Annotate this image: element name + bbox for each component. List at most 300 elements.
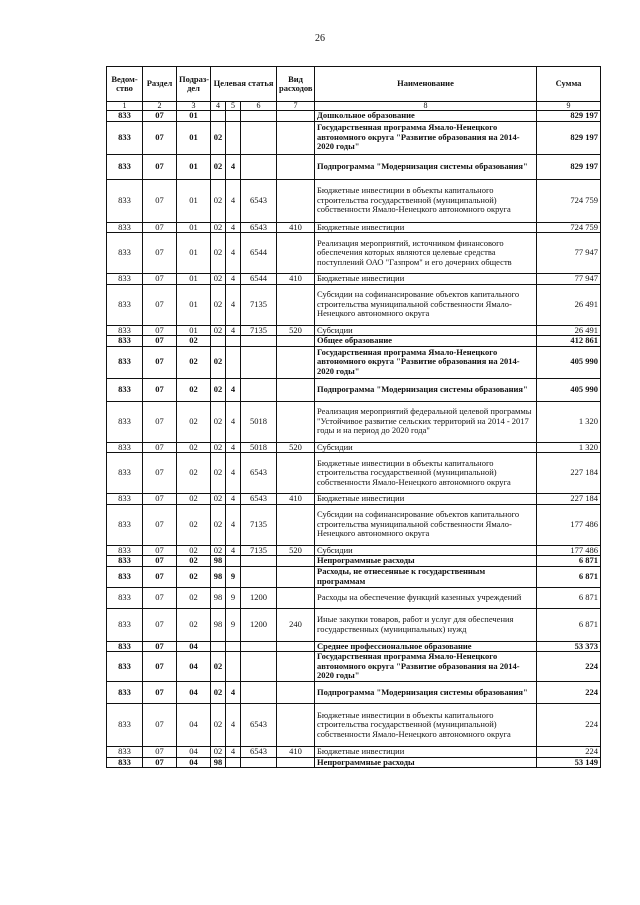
row-subsection: 02 <box>177 346 211 378</box>
row-subsection: 04 <box>177 652 211 682</box>
row-target-code: 6543 <box>241 453 277 494</box>
row-name: Субсидии <box>315 442 537 453</box>
row-expense-type <box>277 284 315 325</box>
row-section: 07 <box>143 346 177 378</box>
row-name: Государственная программа Ямало-Ненецкого автономного округа "Развитие образования на 2014-2020 годы" <box>315 346 537 378</box>
column-number: 4 <box>211 102 226 111</box>
row-section: 07 <box>143 504 177 545</box>
row-target-code <box>241 652 277 682</box>
row-target-subprogram: 4 <box>226 747 241 758</box>
row-name: Среднее профессиональное образование <box>315 641 537 652</box>
header-row <box>107 67 601 102</box>
row-expense-type <box>277 179 315 222</box>
row-target-program: 02 <box>211 747 226 758</box>
row-section: 07 <box>143 652 177 682</box>
row-subsection: 02 <box>177 587 211 608</box>
row-dept: 833 <box>107 608 143 641</box>
row-target-program: 98 <box>211 556 226 567</box>
row-target-program: 02 <box>211 494 226 505</box>
row-name: Субсидии на софинансирование объектов капитального строительства муниципальной собственности Ямало-Ненецкого автономного округа <box>315 284 537 325</box>
row-target-program <box>211 641 226 652</box>
row-amount: 177 486 <box>537 545 601 556</box>
row-amount: 405 990 <box>537 346 601 378</box>
row-dept: 833 <box>107 346 143 378</box>
row-name: Бюджетные инвестиции <box>315 747 537 758</box>
row-subsection: 04 <box>177 641 211 652</box>
row-section: 07 <box>143 757 177 768</box>
row-section: 07 <box>143 453 177 494</box>
row-target-program: 02 <box>211 504 226 545</box>
header-amount: Сумма <box>537 67 601 102</box>
row-expense-type <box>277 704 315 747</box>
row-subsection: 01 <box>177 274 211 285</box>
table-row <box>107 222 601 233</box>
row-target-code <box>241 111 277 122</box>
row-target-program: 02 <box>211 121 226 154</box>
column-number: 3 <box>177 102 211 111</box>
row-subsection: 02 <box>177 566 211 587</box>
row-expense-type <box>277 401 315 442</box>
row-name: Иные закупки товаров, работ и услуг для обеспечения государственных (муниципальных) нужд <box>315 608 537 641</box>
row-section: 07 <box>143 111 177 122</box>
row-target-subprogram: 9 <box>226 587 241 608</box>
row-target-program: 02 <box>211 325 226 336</box>
header-target-article: Целевая статья <box>211 67 277 102</box>
row-target-subprogram <box>226 346 241 378</box>
table-row <box>107 704 601 747</box>
row-target-subprogram: 4 <box>226 682 241 704</box>
row-section: 07 <box>143 401 177 442</box>
column-number: 2 <box>143 102 177 111</box>
row-target-program: 02 <box>211 652 226 682</box>
row-target-code <box>241 121 277 154</box>
row-name: Бюджетные инвестиции в объекты капитального строительства государственной (муниципальной) собственности Ямало-Ненецкого автономного округа <box>315 453 537 494</box>
row-amount: 77 947 <box>537 274 601 285</box>
row-target-subprogram <box>226 111 241 122</box>
row-dept: 833 <box>107 222 143 233</box>
column-number: 8 <box>315 102 537 111</box>
row-target-subprogram: 9 <box>226 566 241 587</box>
row-target-program: 02 <box>211 401 226 442</box>
row-amount: 829 197 <box>537 154 601 179</box>
row-target-code: 6543 <box>241 179 277 222</box>
row-dept: 833 <box>107 641 143 652</box>
row-target-code: 6543 <box>241 494 277 505</box>
table-row <box>107 641 601 652</box>
row-subsection: 02 <box>177 401 211 442</box>
row-target-program: 98 <box>211 587 226 608</box>
row-amount: 26 491 <box>537 284 601 325</box>
row-expense-type <box>277 336 315 347</box>
row-expense-type <box>277 566 315 587</box>
row-target-subprogram: 4 <box>226 378 241 401</box>
row-expense-type: 520 <box>277 325 315 336</box>
row-subsection: 02 <box>177 453 211 494</box>
row-target-program: 98 <box>211 757 226 768</box>
row-target-code: 7135 <box>241 504 277 545</box>
row-name: Государственная программа Ямало-Ненецкого автономного округа "Развитие образования на 2014-2020 годы" <box>315 121 537 154</box>
row-target-subprogram: 4 <box>226 442 241 453</box>
row-subsection: 01 <box>177 284 211 325</box>
row-section: 07 <box>143 608 177 641</box>
row-name: Бюджетные инвестиции <box>315 274 537 285</box>
row-target-program: 02 <box>211 346 226 378</box>
row-dept: 833 <box>107 545 143 556</box>
row-subsection: 02 <box>177 442 211 453</box>
row-target-code <box>241 641 277 652</box>
row-expense-type <box>277 504 315 545</box>
row-subsection: 02 <box>177 494 211 505</box>
row-subsection: 01 <box>177 233 211 274</box>
row-section: 07 <box>143 233 177 274</box>
row-target-program <box>211 111 226 122</box>
table-row <box>107 346 601 378</box>
row-dept: 833 <box>107 494 143 505</box>
row-section: 07 <box>143 325 177 336</box>
row-expense-type <box>277 154 315 179</box>
row-expense-type: 520 <box>277 545 315 556</box>
row-subsection: 02 <box>177 556 211 567</box>
row-expense-type <box>277 111 315 122</box>
row-target-program: 02 <box>211 274 226 285</box>
row-target-program: 02 <box>211 378 226 401</box>
row-amount: 6 871 <box>537 608 601 641</box>
row-subsection: 02 <box>177 336 211 347</box>
row-dept: 833 <box>107 378 143 401</box>
row-target-subprogram: 4 <box>226 401 241 442</box>
row-expense-type: 410 <box>277 274 315 285</box>
table-row <box>107 336 601 347</box>
row-section: 07 <box>143 747 177 758</box>
header-subsection: Подраз- дел <box>177 67 211 102</box>
table-row <box>107 325 601 336</box>
row-section: 07 <box>143 704 177 747</box>
row-target-code <box>241 566 277 587</box>
row-expense-type <box>277 641 315 652</box>
row-dept: 833 <box>107 325 143 336</box>
row-section: 07 <box>143 179 177 222</box>
row-amount: 6 871 <box>537 587 601 608</box>
row-target-code: 6544 <box>241 274 277 285</box>
row-name: Расходы на обеспечение функций казенных учреждений <box>315 587 537 608</box>
row-amount: 224 <box>537 704 601 747</box>
row-target-code <box>241 346 277 378</box>
header-section: Раздел <box>143 67 177 102</box>
row-target-code: 1200 <box>241 608 277 641</box>
row-dept: 833 <box>107 587 143 608</box>
row-dept: 833 <box>107 652 143 682</box>
row-target-subprogram <box>226 121 241 154</box>
row-amount: 224 <box>537 682 601 704</box>
table-row <box>107 378 601 401</box>
row-dept: 833 <box>107 682 143 704</box>
row-target-subprogram: 9 <box>226 608 241 641</box>
row-section: 07 <box>143 556 177 567</box>
row-subsection: 01 <box>177 222 211 233</box>
row-subsection: 02 <box>177 504 211 545</box>
row-name: Подпрограмма "Модернизация системы образования" <box>315 154 537 179</box>
row-expense-type <box>277 121 315 154</box>
row-dept: 833 <box>107 284 143 325</box>
row-dept: 833 <box>107 442 143 453</box>
table-row <box>107 494 601 505</box>
row-name: Субсидии <box>315 325 537 336</box>
row-name: Бюджетные инвестиции <box>315 494 537 505</box>
row-section: 07 <box>143 378 177 401</box>
row-expense-type: 410 <box>277 494 315 505</box>
header-expense-type: Вид расходов <box>277 67 315 102</box>
row-target-subprogram <box>226 336 241 347</box>
row-expense-type <box>277 587 315 608</box>
table-row <box>107 652 601 682</box>
row-section: 07 <box>143 284 177 325</box>
row-subsection: 01 <box>177 154 211 179</box>
row-expense-type <box>277 378 315 401</box>
row-target-program: 98 <box>211 566 226 587</box>
row-amount: 77 947 <box>537 233 601 274</box>
table-row <box>107 504 601 545</box>
table-body <box>107 111 601 768</box>
header-name: Наименование <box>315 67 537 102</box>
row-expense-type: 240 <box>277 608 315 641</box>
table-row <box>107 566 601 587</box>
table-row <box>107 284 601 325</box>
row-expense-type: 520 <box>277 442 315 453</box>
row-amount: 177 486 <box>537 504 601 545</box>
table-row <box>107 545 601 556</box>
row-dept: 833 <box>107 556 143 567</box>
table-row <box>107 179 601 222</box>
table-row <box>107 556 601 567</box>
row-amount: 405 990 <box>537 378 601 401</box>
row-section: 07 <box>143 682 177 704</box>
row-dept: 833 <box>107 233 143 274</box>
row-expense-type <box>277 233 315 274</box>
row-name: Непрограммные расходы <box>315 556 537 567</box>
row-subsection: 02 <box>177 545 211 556</box>
row-target-code: 6543 <box>241 222 277 233</box>
column-number-row <box>107 102 601 111</box>
row-amount: 53 149 <box>537 757 601 768</box>
row-target-code: 1200 <box>241 587 277 608</box>
row-dept: 833 <box>107 336 143 347</box>
row-expense-type <box>277 556 315 567</box>
row-name: Государственная программа Ямало-Ненецкого автономного округа "Развитие образования на 2014-2020 годы" <box>315 652 537 682</box>
row-name: Дошкольное образование <box>315 111 537 122</box>
page-number: 26 <box>315 33 325 44</box>
row-subsection: 04 <box>177 682 211 704</box>
row-target-program: 98 <box>211 608 226 641</box>
row-target-subprogram <box>226 757 241 768</box>
table-row <box>107 587 601 608</box>
row-target-code <box>241 154 277 179</box>
row-target-program: 02 <box>211 453 226 494</box>
row-target-program: 02 <box>211 545 226 556</box>
row-subsection: 04 <box>177 704 211 747</box>
row-section: 07 <box>143 641 177 652</box>
row-amount: 26 491 <box>537 325 601 336</box>
row-dept: 833 <box>107 121 143 154</box>
row-target-program: 02 <box>211 179 226 222</box>
row-target-subprogram <box>226 652 241 682</box>
row-amount: 224 <box>537 747 601 758</box>
row-target-program: 02 <box>211 233 226 274</box>
row-subsection: 01 <box>177 179 211 222</box>
row-target-subprogram <box>226 556 241 567</box>
row-subsection: 02 <box>177 608 211 641</box>
row-dept: 833 <box>107 704 143 747</box>
row-section: 07 <box>143 587 177 608</box>
column-number: 7 <box>277 102 315 111</box>
row-name: Субсидии на софинансирование объектов капитального строительства муниципальной собственности Ямало-Ненецкого автономного округа <box>315 504 537 545</box>
row-amount: 1 320 <box>537 401 601 442</box>
row-amount: 227 184 <box>537 494 601 505</box>
row-subsection: 04 <box>177 747 211 758</box>
row-amount: 224 <box>537 652 601 682</box>
row-target-code: 7135 <box>241 284 277 325</box>
column-number: 6 <box>241 102 277 111</box>
table-row <box>107 453 601 494</box>
row-name: Бюджетные инвестиции <box>315 222 537 233</box>
row-dept: 833 <box>107 566 143 587</box>
row-target-subprogram: 4 <box>226 154 241 179</box>
row-dept: 833 <box>107 747 143 758</box>
header-dept: Ведом- ство <box>107 67 143 102</box>
row-target-program <box>211 336 226 347</box>
row-target-code: 6543 <box>241 704 277 747</box>
row-name: Расходы, не отнесенные к государственным программам <box>315 566 537 587</box>
row-amount: 6 871 <box>537 556 601 567</box>
row-name: Подпрограмма "Модернизация системы образования" <box>315 378 537 401</box>
row-dept: 833 <box>107 453 143 494</box>
row-target-program: 02 <box>211 154 226 179</box>
row-expense-type <box>277 652 315 682</box>
row-target-code: 5018 <box>241 442 277 453</box>
row-dept: 833 <box>107 111 143 122</box>
table-row <box>107 401 601 442</box>
row-name: Бюджетные инвестиции в объекты капитального строительства государственной (муниципальной) собственности Ямало-Ненецкого автономного округа <box>315 704 537 747</box>
row-subsection: 01 <box>177 111 211 122</box>
row-amount: 724 759 <box>537 179 601 222</box>
row-section: 07 <box>143 545 177 556</box>
row-target-subprogram: 4 <box>226 233 241 274</box>
row-expense-type <box>277 453 315 494</box>
table-row <box>107 747 601 758</box>
row-dept: 833 <box>107 504 143 545</box>
row-target-subprogram: 4 <box>226 284 241 325</box>
row-target-program: 02 <box>211 222 226 233</box>
row-target-subprogram: 4 <box>226 453 241 494</box>
row-dept: 833 <box>107 154 143 179</box>
row-target-code: 5018 <box>241 401 277 442</box>
row-dept: 833 <box>107 401 143 442</box>
row-dept: 833 <box>107 757 143 768</box>
row-subsection: 02 <box>177 378 211 401</box>
row-amount: 724 759 <box>537 222 601 233</box>
row-section: 07 <box>143 566 177 587</box>
row-subsection: 01 <box>177 325 211 336</box>
table-row <box>107 154 601 179</box>
column-number: 5 <box>226 102 241 111</box>
row-target-subprogram: 4 <box>226 494 241 505</box>
row-amount: 53 373 <box>537 641 601 652</box>
row-target-subprogram: 4 <box>226 704 241 747</box>
table-row <box>107 757 601 768</box>
row-target-subprogram: 4 <box>226 325 241 336</box>
column-number: 9 <box>537 102 601 111</box>
row-target-subprogram: 4 <box>226 504 241 545</box>
budget-table <box>106 66 601 768</box>
row-amount: 227 184 <box>537 453 601 494</box>
table-row <box>107 608 601 641</box>
row-section: 07 <box>143 336 177 347</box>
row-section: 07 <box>143 274 177 285</box>
row-target-code <box>241 336 277 347</box>
row-section: 07 <box>143 222 177 233</box>
row-name: Подпрограмма "Модернизация системы образования" <box>315 682 537 704</box>
row-expense-type: 410 <box>277 747 315 758</box>
row-subsection: 04 <box>177 757 211 768</box>
column-number: 1 <box>107 102 143 111</box>
row-target-program: 02 <box>211 442 226 453</box>
row-target-code: 6543 <box>241 747 277 758</box>
row-section: 07 <box>143 121 177 154</box>
row-target-subprogram <box>226 641 241 652</box>
row-amount: 1 320 <box>537 442 601 453</box>
row-name: Общее образование <box>315 336 537 347</box>
row-section: 07 <box>143 154 177 179</box>
row-name: Бюджетные инвестиции в объекты капитального строительства государственной (муниципальной) собственности Ямало-Ненецкого автономного округа <box>315 179 537 222</box>
table-row <box>107 233 601 274</box>
row-target-subprogram: 4 <box>226 545 241 556</box>
row-amount: 829 197 <box>537 121 601 154</box>
row-section: 07 <box>143 494 177 505</box>
row-target-code <box>241 556 277 567</box>
row-dept: 833 <box>107 179 143 222</box>
row-expense-type <box>277 682 315 704</box>
row-target-subprogram: 4 <box>226 179 241 222</box>
row-expense-type <box>277 757 315 768</box>
row-target-subprogram: 4 <box>226 222 241 233</box>
row-subsection: 01 <box>177 121 211 154</box>
row-amount: 6 871 <box>537 566 601 587</box>
row-target-subprogram: 4 <box>226 274 241 285</box>
row-section: 07 <box>143 442 177 453</box>
row-target-code: 6544 <box>241 233 277 274</box>
row-expense-type <box>277 346 315 378</box>
row-target-code: 7135 <box>241 325 277 336</box>
row-target-code: 7135 <box>241 545 277 556</box>
row-target-program: 02 <box>211 682 226 704</box>
table-row <box>107 682 601 704</box>
row-amount: 412 861 <box>537 336 601 347</box>
row-target-program: 02 <box>211 284 226 325</box>
row-name: Субсидии <box>315 545 537 556</box>
row-name: Непрограммные расходы <box>315 757 537 768</box>
table-row <box>107 111 601 122</box>
table-row <box>107 442 601 453</box>
row-target-code <box>241 757 277 768</box>
row-expense-type: 410 <box>277 222 315 233</box>
row-target-code <box>241 378 277 401</box>
table-row <box>107 274 601 285</box>
row-dept: 833 <box>107 274 143 285</box>
row-name: Реализация мероприятий, источником финансового обеспечения которых являются целевые средства поступлений ОАО "Газпром" и его дочерних обществ <box>315 233 537 274</box>
table-row <box>107 121 601 154</box>
row-target-program: 02 <box>211 704 226 747</box>
row-amount: 829 197 <box>537 111 601 122</box>
row-name: Реализация мероприятий федеральной целевой программы "Устойчивое развитие сельских территорий на 2014 - 2017 годы и на период до 2020 года" <box>315 401 537 442</box>
